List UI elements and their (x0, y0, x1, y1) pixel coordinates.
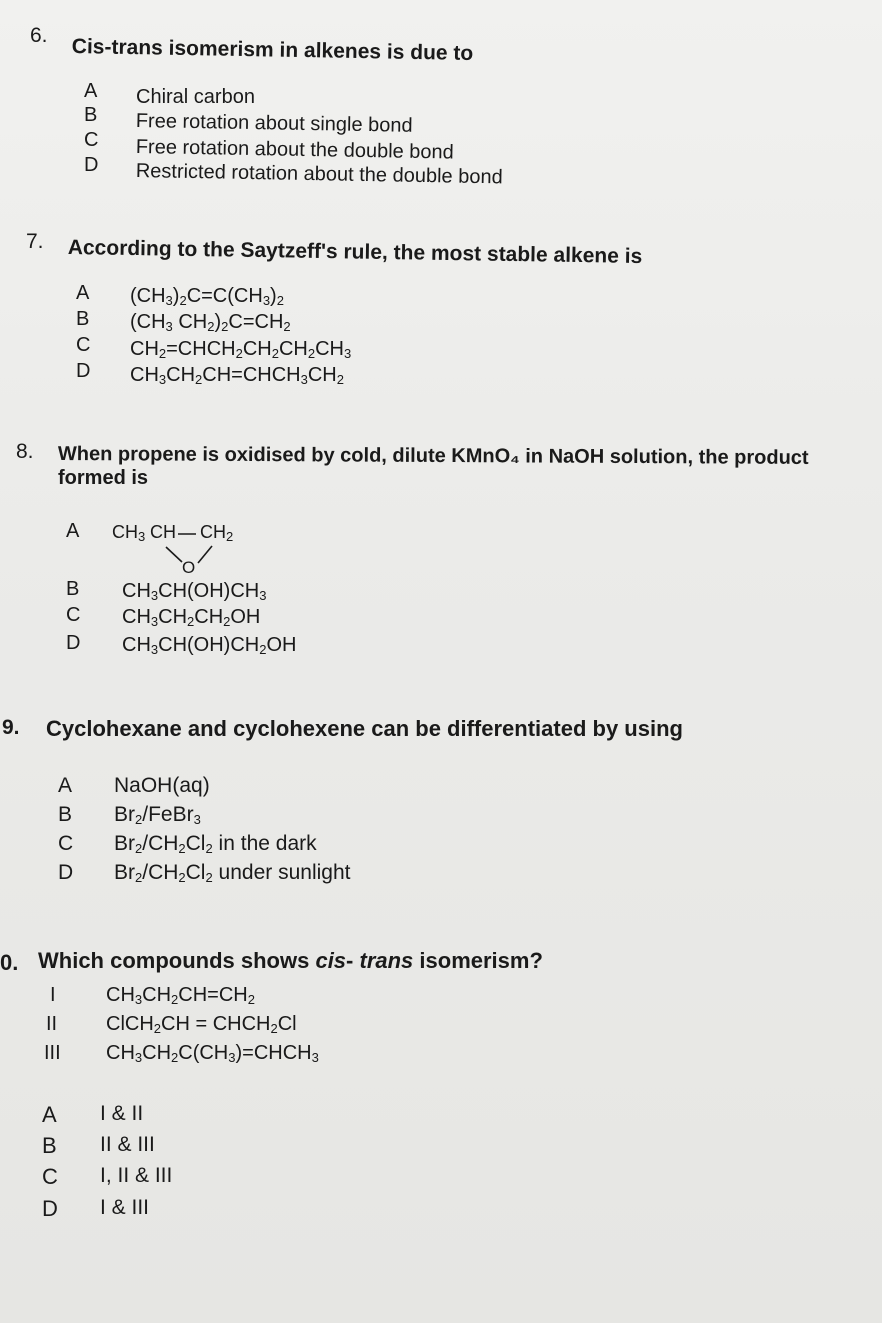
epoxide-structure (112, 518, 282, 582)
q9-option-a-label: A (58, 774, 73, 797)
q9-option-c-label: C (58, 832, 74, 855)
q8-option-b-label: B (66, 578, 80, 600)
q9-option-d: $Br_2/CH_2Cl_2$ under sunlight (114, 861, 351, 885)
epoxide-ch2: $CH_2$ (200, 522, 234, 544)
q10-option-d-label: D (42, 1196, 58, 1221)
q7-stem: According to the Saytzeff's rule, the most stable alkene is (67, 236, 643, 269)
q10-compound-1: $CH_3CH_2CH=CH_2$ (106, 984, 255, 1007)
q8-option-c-label: C (66, 604, 81, 626)
q7-option-d: $CH_3CH_2CH=CHCH_3CH_2$ (130, 364, 344, 387)
q7-number: 7. (26, 230, 44, 253)
epoxide-ch: CH (150, 522, 176, 542)
epoxide-bonds (112, 518, 282, 582)
q7-option-d-label: D (76, 360, 91, 382)
q8-option-a-label: A (66, 520, 80, 542)
q9-option-d-label: D (58, 861, 74, 884)
epoxide-oxygen: O (182, 558, 196, 577)
epoxide-ch3: $CH_3$ (112, 522, 146, 544)
q6-option-a: Chiral carbon (136, 86, 255, 108)
q9-option-b-label: B (58, 803, 73, 826)
q10-option-c-label: C (42, 1164, 58, 1189)
q10-compound-2: ClCH$_2$CH = $CHCH_2Cl$ (106, 1013, 297, 1036)
q10-option-b-label: B (42, 1133, 57, 1158)
q7-option-c: $CH_2=CHCH_2CH_2CH_2CH_3$ (130, 338, 352, 361)
q9-option-c: $Br_2/CH_2Cl_2$ in the dark (114, 832, 317, 856)
q8-option-b: $CH_3CH(OH)CH_3$ (122, 580, 267, 603)
q8-option-c: $CH_3CH_2CH_2OH$ (122, 606, 261, 629)
q7-option-b-label: B (76, 308, 90, 330)
q6-stem: Cis-trans isomerism in alkenes is due to (71, 35, 474, 66)
q7-option-a-label: A (76, 282, 90, 304)
q7-option-b: ($CH_3$ $CH_2)_2C=CH_2$ (130, 311, 291, 334)
q7-option-a: $(CH_3)_2C=C(CH_3)_2$ (130, 285, 284, 308)
q10-compound-3: $CH_3CH_2C(CH_3)=CHCH_3$ (106, 1042, 319, 1065)
q6-option-d-label: D (84, 154, 99, 176)
q10-compound-2-label: II (46, 1013, 58, 1035)
q6-number: 6. (30, 24, 48, 47)
q9-option-b: $Br_2/FeBr_3$ (114, 803, 201, 827)
q10-option-c: I, II & III (100, 1164, 173, 1187)
q6-option-d: Restricted rotation about the double bond (135, 160, 503, 189)
q8-option-d-label: D (66, 632, 81, 654)
q6-option-c-label: C (84, 129, 99, 151)
q10-option-a: I & II (100, 1102, 144, 1125)
q10-number: 0. (0, 950, 19, 975)
q9-number: 9. (2, 716, 20, 739)
q8-stem-line1: When propene is oxidised by cold, dilute KMnO₄ in NaOH solution, the product (57, 443, 809, 469)
q9-option-a: NaOH(aq) (114, 774, 210, 797)
q6-option-a-label: A (84, 80, 98, 102)
q6-option-b-label: B (84, 104, 98, 126)
q7-option-c-label: C (76, 334, 91, 356)
q6-option-b: Free rotation about single bond (135, 110, 413, 137)
q8-number: 8. (16, 440, 34, 463)
q8-option-d: $CH_3CH(OH)CH_2OH$ (122, 634, 297, 657)
q10-compound-1-label: I (50, 984, 56, 1006)
q10-option-b: II & III (100, 1133, 155, 1156)
q8-stem-line2: formed is (58, 467, 149, 489)
q10-option-d: I & III (100, 1196, 150, 1219)
q6-option-c: Free rotation about the double bond (135, 136, 454, 164)
q10-compound-3-label: III (44, 1042, 61, 1064)
q10-stem: Which compounds shows cis- trans isomerism? (38, 948, 543, 973)
q9-stem: Cyclohexane and cyclohexene can be differentiated by using (46, 716, 683, 741)
q10-option-a-label: A (42, 1102, 57, 1127)
